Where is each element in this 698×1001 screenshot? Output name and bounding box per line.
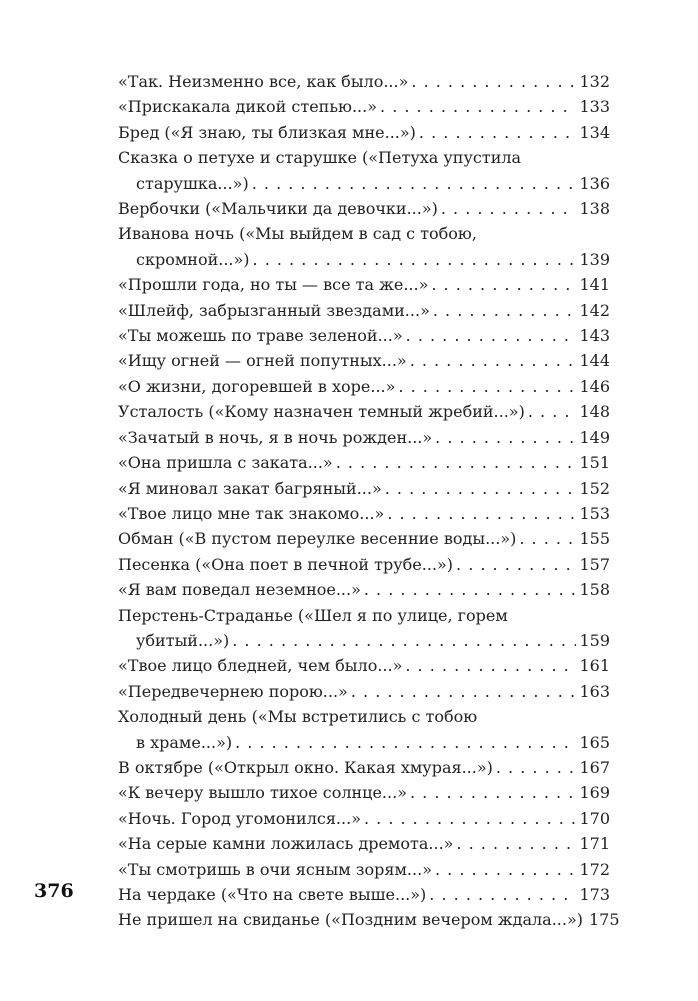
toc-entry	[118, 69, 610, 94]
toc-entry-page: 138	[579, 199, 610, 219]
toc-entry	[118, 857, 610, 882]
toc-entry-title: «Шлейф, забрызганный звездами...»	[118, 300, 430, 320]
toc-entry-title: «Ищу огней — огней попутных...»	[118, 351, 407, 371]
toc-entry-page: 158	[579, 580, 610, 600]
toc-entry-title-continuation: скромной...»)	[136, 249, 250, 269]
toc-entry-page: 161	[579, 656, 610, 676]
toc-entry-title: В октябре («Открыл окно. Какая хмурая...»)	[118, 757, 493, 777]
toc-entry-title: Обман («В пустом переулке весенние воды...»)	[118, 529, 517, 549]
toc-entry-title: Холодный день («Мы встретились с тобою	[118, 707, 478, 727]
toc-entry-title: «К вечеру вышло тихое солнце...»	[118, 783, 407, 803]
leader-dots	[351, 679, 577, 704]
toc-entry-title: «О жизни, догоревшей в хоре...»	[118, 376, 396, 396]
toc-entry-title-continuation: старушка...»)	[136, 173, 249, 193]
toc-entry-title: «Ты смотришь в очи ясным зорям...»	[118, 859, 432, 879]
toc-entry-page: 139	[579, 249, 610, 269]
toc-entry-page: 165	[579, 732, 610, 752]
leader-dots	[519, 526, 576, 551]
toc-entry	[118, 425, 610, 450]
toc-entry-page: 159	[579, 630, 610, 650]
toc-entry-title: «Твое лицо мне так знакомо...»	[118, 503, 385, 523]
leader-dots	[528, 399, 577, 424]
toc-entry	[118, 272, 610, 297]
toc-entry-title: На чердаке («Что на свете выше...»)	[118, 885, 427, 904]
leader-dots	[435, 425, 576, 450]
toc-entry	[118, 145, 610, 196]
toc-entry	[118, 704, 610, 755]
toc-entry	[118, 501, 610, 526]
toc-entry	[118, 882, 610, 907]
toc-entry-title: «Я миновал закат багряный...»	[118, 478, 382, 498]
toc-entry-title: «На серые камни ложилась дремота...»	[118, 834, 454, 854]
leader-dots	[405, 653, 576, 678]
toc-entry-page: 167	[579, 757, 610, 777]
leader-dots	[435, 857, 576, 882]
toc-entry-title: «Она пришла с заката...»	[118, 453, 333, 473]
leader-dots	[232, 628, 576, 653]
toc-entry-page: 141	[579, 275, 610, 295]
leader-dots	[429, 882, 576, 907]
leader-dots	[410, 348, 577, 373]
toc-entry	[118, 94, 610, 119]
toc-entry-page: 153	[579, 503, 610, 523]
leader-dots	[387, 501, 576, 526]
toc-entry-page: 163	[579, 681, 610, 701]
toc-entry	[118, 196, 610, 221]
toc-entry	[118, 780, 610, 805]
leader-dots	[253, 247, 577, 272]
toc-entry-title: Усталость («Кому назначен темный жребий...»)	[118, 402, 525, 422]
table-of-contents	[118, 69, 620, 933]
toc-entry-page: 171	[579, 834, 610, 854]
toc-entry-title: Иванова ночь («Мы выйдем в сад с тобою,	[118, 224, 477, 244]
toc-entry-page: 144	[579, 351, 610, 371]
leader-dots	[441, 196, 577, 221]
toc-entry	[118, 653, 610, 678]
toc-entry-title: «Ночь. Город угомонился...»	[118, 808, 361, 828]
toc-entry-page: 157	[579, 554, 610, 574]
toc-entry-page: 149	[579, 427, 610, 447]
leader-dots	[364, 577, 577, 602]
toc-entry-title: «Передвечернею порою...»	[118, 681, 348, 701]
toc-entry-page: 175	[589, 910, 620, 930]
leader-dots	[380, 94, 576, 119]
toc-entry-title: «Так. Неизменно все, как было...»	[118, 72, 409, 91]
toc-entry	[118, 831, 610, 856]
toc-entry-page: 143	[579, 326, 610, 346]
leader-dots	[496, 755, 577, 780]
toc-entry	[118, 476, 610, 501]
leader-dots	[410, 780, 576, 805]
toc-entry-title: Бред («Я знаю, ты близкая мне...»)	[118, 122, 416, 142]
page-number: 376	[34, 880, 74, 902]
toc-entry	[118, 603, 610, 654]
toc-entry-page: 173	[579, 885, 610, 904]
leader-dots	[364, 806, 576, 831]
leader-dots	[398, 374, 576, 399]
toc-entry	[118, 806, 610, 831]
toc-entry-title-continuation: убитый...»)	[136, 630, 230, 650]
leader-dots	[456, 831, 576, 856]
toc-entry	[118, 755, 610, 780]
toc-entry-page: 152	[579, 478, 610, 498]
toc-entry	[118, 323, 610, 348]
toc-entry-title: «Твое лицо бледней, чем было...»	[118, 656, 403, 676]
leader-dots	[431, 272, 576, 297]
toc-entry-page: 170	[579, 808, 610, 828]
toc-entry-title: Вербочки («Мальчики да девочки...»)	[118, 199, 438, 219]
leader-dots	[406, 323, 577, 348]
toc-entry	[118, 348, 610, 373]
toc-entry-page: 169	[579, 783, 610, 803]
leader-dots	[433, 298, 577, 323]
toc-entry-page: 172	[579, 859, 610, 879]
toc-entry-page: 155	[579, 529, 610, 549]
leader-dots	[252, 171, 577, 196]
toc-entry	[118, 374, 610, 399]
toc-entry-title: Перстень-Страданье («Шел я по улице, горем	[118, 605, 508, 625]
toc-entry	[118, 450, 610, 475]
leader-dots	[235, 730, 576, 755]
toc-entry-title: «Я вам поведал неземное...»	[118, 580, 361, 600]
toc-entry	[118, 221, 610, 272]
toc-entry-page: 142	[579, 300, 610, 320]
toc-entry	[118, 907, 620, 932]
leader-dots	[411, 69, 576, 94]
toc-entry	[118, 399, 610, 424]
toc-entry	[118, 577, 610, 602]
toc-entry-title: «Зачатый в ночь, я в ночь рожден...»	[118, 427, 433, 447]
toc-entry	[118, 679, 610, 704]
toc-entry-title: «Прошли года, но ты — все та же...»	[118, 275, 429, 295]
toc-entry-title: Не пришел на свиданье («Поздним вечером ждала...»)	[118, 910, 583, 930]
toc-entry	[118, 298, 610, 323]
toc-entry-title: Сказка о петухе и старушке («Петуха упустила	[118, 148, 522, 168]
toc-entry-page: 136	[579, 173, 610, 193]
leader-dots	[419, 120, 577, 145]
toc-entry-page: 134	[579, 122, 610, 142]
toc-entry-page: 133	[579, 97, 610, 117]
toc-entry-title-continuation: в храме...»)	[136, 732, 233, 752]
toc-entry-page: 146	[579, 376, 610, 396]
toc-entry-page: 132	[579, 72, 610, 91]
toc-entry-title: «Ты можешь по траве зеленой...»	[118, 326, 403, 346]
toc-entry	[118, 526, 610, 551]
toc-entry-page: 151	[579, 453, 610, 473]
toc-entry	[118, 120, 610, 145]
toc-entry-page: 148	[579, 402, 610, 422]
leader-dots	[385, 476, 577, 501]
toc-entry	[118, 552, 610, 577]
leader-dots	[456, 552, 576, 577]
leader-dots	[336, 450, 577, 475]
toc-entry-title: Песенка («Она поет в печной трубе...»)	[118, 554, 454, 574]
toc-entry-title: «Прискакала дикой степью...»	[118, 97, 378, 117]
